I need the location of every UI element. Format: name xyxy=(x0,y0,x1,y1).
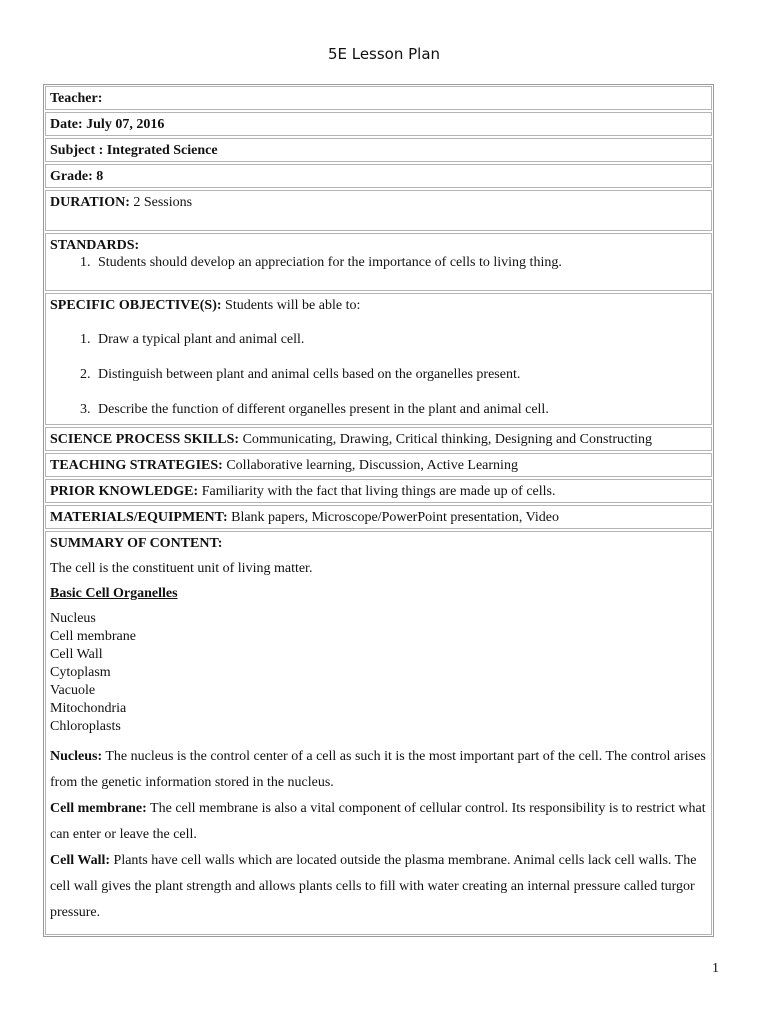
summary-intro: The cell is the constituent unit of living matter. xyxy=(50,561,313,576)
duration-value: 2 Sessions xyxy=(129,195,193,210)
organelle-item: Vacuole xyxy=(50,683,96,698)
page-number: 1 xyxy=(712,961,719,976)
organelle-item: Mitochondria xyxy=(50,701,127,716)
document-title: 5E Lesson Plan xyxy=(327,45,441,63)
cell-wall-text: Plants have cell walls which are located outside the plasma membrane. Animal cells lack cell walls. The cell wall gives the plant strength and allows plants cells to fill with water creating an internal pressure called turgor pressure. xyxy=(50,853,697,920)
materials-value: Blank papers, Microscope/PowerPoint presentation, Video xyxy=(227,510,559,525)
objectives-intro: Students will be able to: xyxy=(221,298,361,313)
date-row: Date: July 07, 2016 xyxy=(45,112,712,136)
organelles-list xyxy=(50,610,707,736)
nucleus-term: Nucleus: xyxy=(50,749,103,764)
process-skills-row xyxy=(45,427,712,451)
strategies-label: TEACHING STRATEGIES: xyxy=(50,458,223,473)
objective-item: 3. Describe the function of different organelles present in the plant and animal cell. xyxy=(94,401,707,418)
materials-label: MATERIALS/EQUIPMENT: xyxy=(50,510,228,525)
teacher-row: Teacher: xyxy=(45,86,712,110)
strategies-value: Collaborative learning, Discussion, Active Learning xyxy=(222,458,518,473)
strategies-row xyxy=(45,453,712,477)
process-skills-value: Communicating, Drawing, Critical thinking, Designing and Constructing xyxy=(239,432,653,447)
cell-membrane-term: Cell membrane: xyxy=(50,801,147,816)
standards-row xyxy=(45,233,712,291)
cell-membrane-description xyxy=(50,796,707,848)
objective-item: 1. Draw a typical plant and animal cell. xyxy=(94,331,707,348)
standards-list xyxy=(50,254,707,271)
prior-knowledge-label: PRIOR KNOWLEDGE: xyxy=(50,484,199,499)
materials-row xyxy=(45,505,712,529)
summary-row xyxy=(45,531,712,935)
nucleus-text: The nucleus is the control center of a cell as such it is the most important part of the cell. The control arises from the genetic information stored in the nucleus. xyxy=(50,749,706,790)
standard-item: 1. Students should develop an appreciation for the importance of cells to living thing. xyxy=(94,254,707,271)
duration-label: DURATION: xyxy=(50,195,130,210)
lesson-plan-table xyxy=(43,84,714,937)
cell-wall-term: Cell Wall: xyxy=(50,853,111,868)
nucleus-description xyxy=(50,744,707,796)
objectives-row xyxy=(45,293,712,425)
organelles-heading: Basic Cell Organelles xyxy=(50,586,178,601)
objective-item: 2. Distinguish between plant and animal cells based on the organelles present. xyxy=(94,366,707,383)
grade-row: Grade: 8 xyxy=(45,164,712,188)
duration-row xyxy=(45,190,712,231)
summary-label: SUMMARY OF CONTENT: xyxy=(50,536,223,551)
prior-knowledge-value: Familiarity with the fact that living things are made up of cells. xyxy=(198,484,556,499)
objectives-list xyxy=(50,331,707,418)
objectives-label: SPECIFIC OBJECTIVE(S): xyxy=(50,298,222,313)
prior-knowledge-row xyxy=(45,479,712,503)
organelle-item: Cell Wall xyxy=(50,647,103,662)
cell-wall-description xyxy=(50,848,707,926)
cell-membrane-text: The cell membrane is also a vital component of cellular control. Its responsibility is to restrict what can enter or leave the cell. xyxy=(50,801,706,842)
organelle-item: Chloroplasts xyxy=(50,719,121,734)
subject-row: Subject : Integrated Science xyxy=(45,138,712,162)
organelle-item: Cytoplasm xyxy=(50,665,111,680)
organelle-item: Cell membrane xyxy=(50,629,136,644)
process-skills-label: SCIENCE PROCESS SKILLS: xyxy=(50,432,240,447)
organelle-item: Nucleus xyxy=(50,611,96,626)
standards-label: STANDARDS: xyxy=(50,238,140,253)
